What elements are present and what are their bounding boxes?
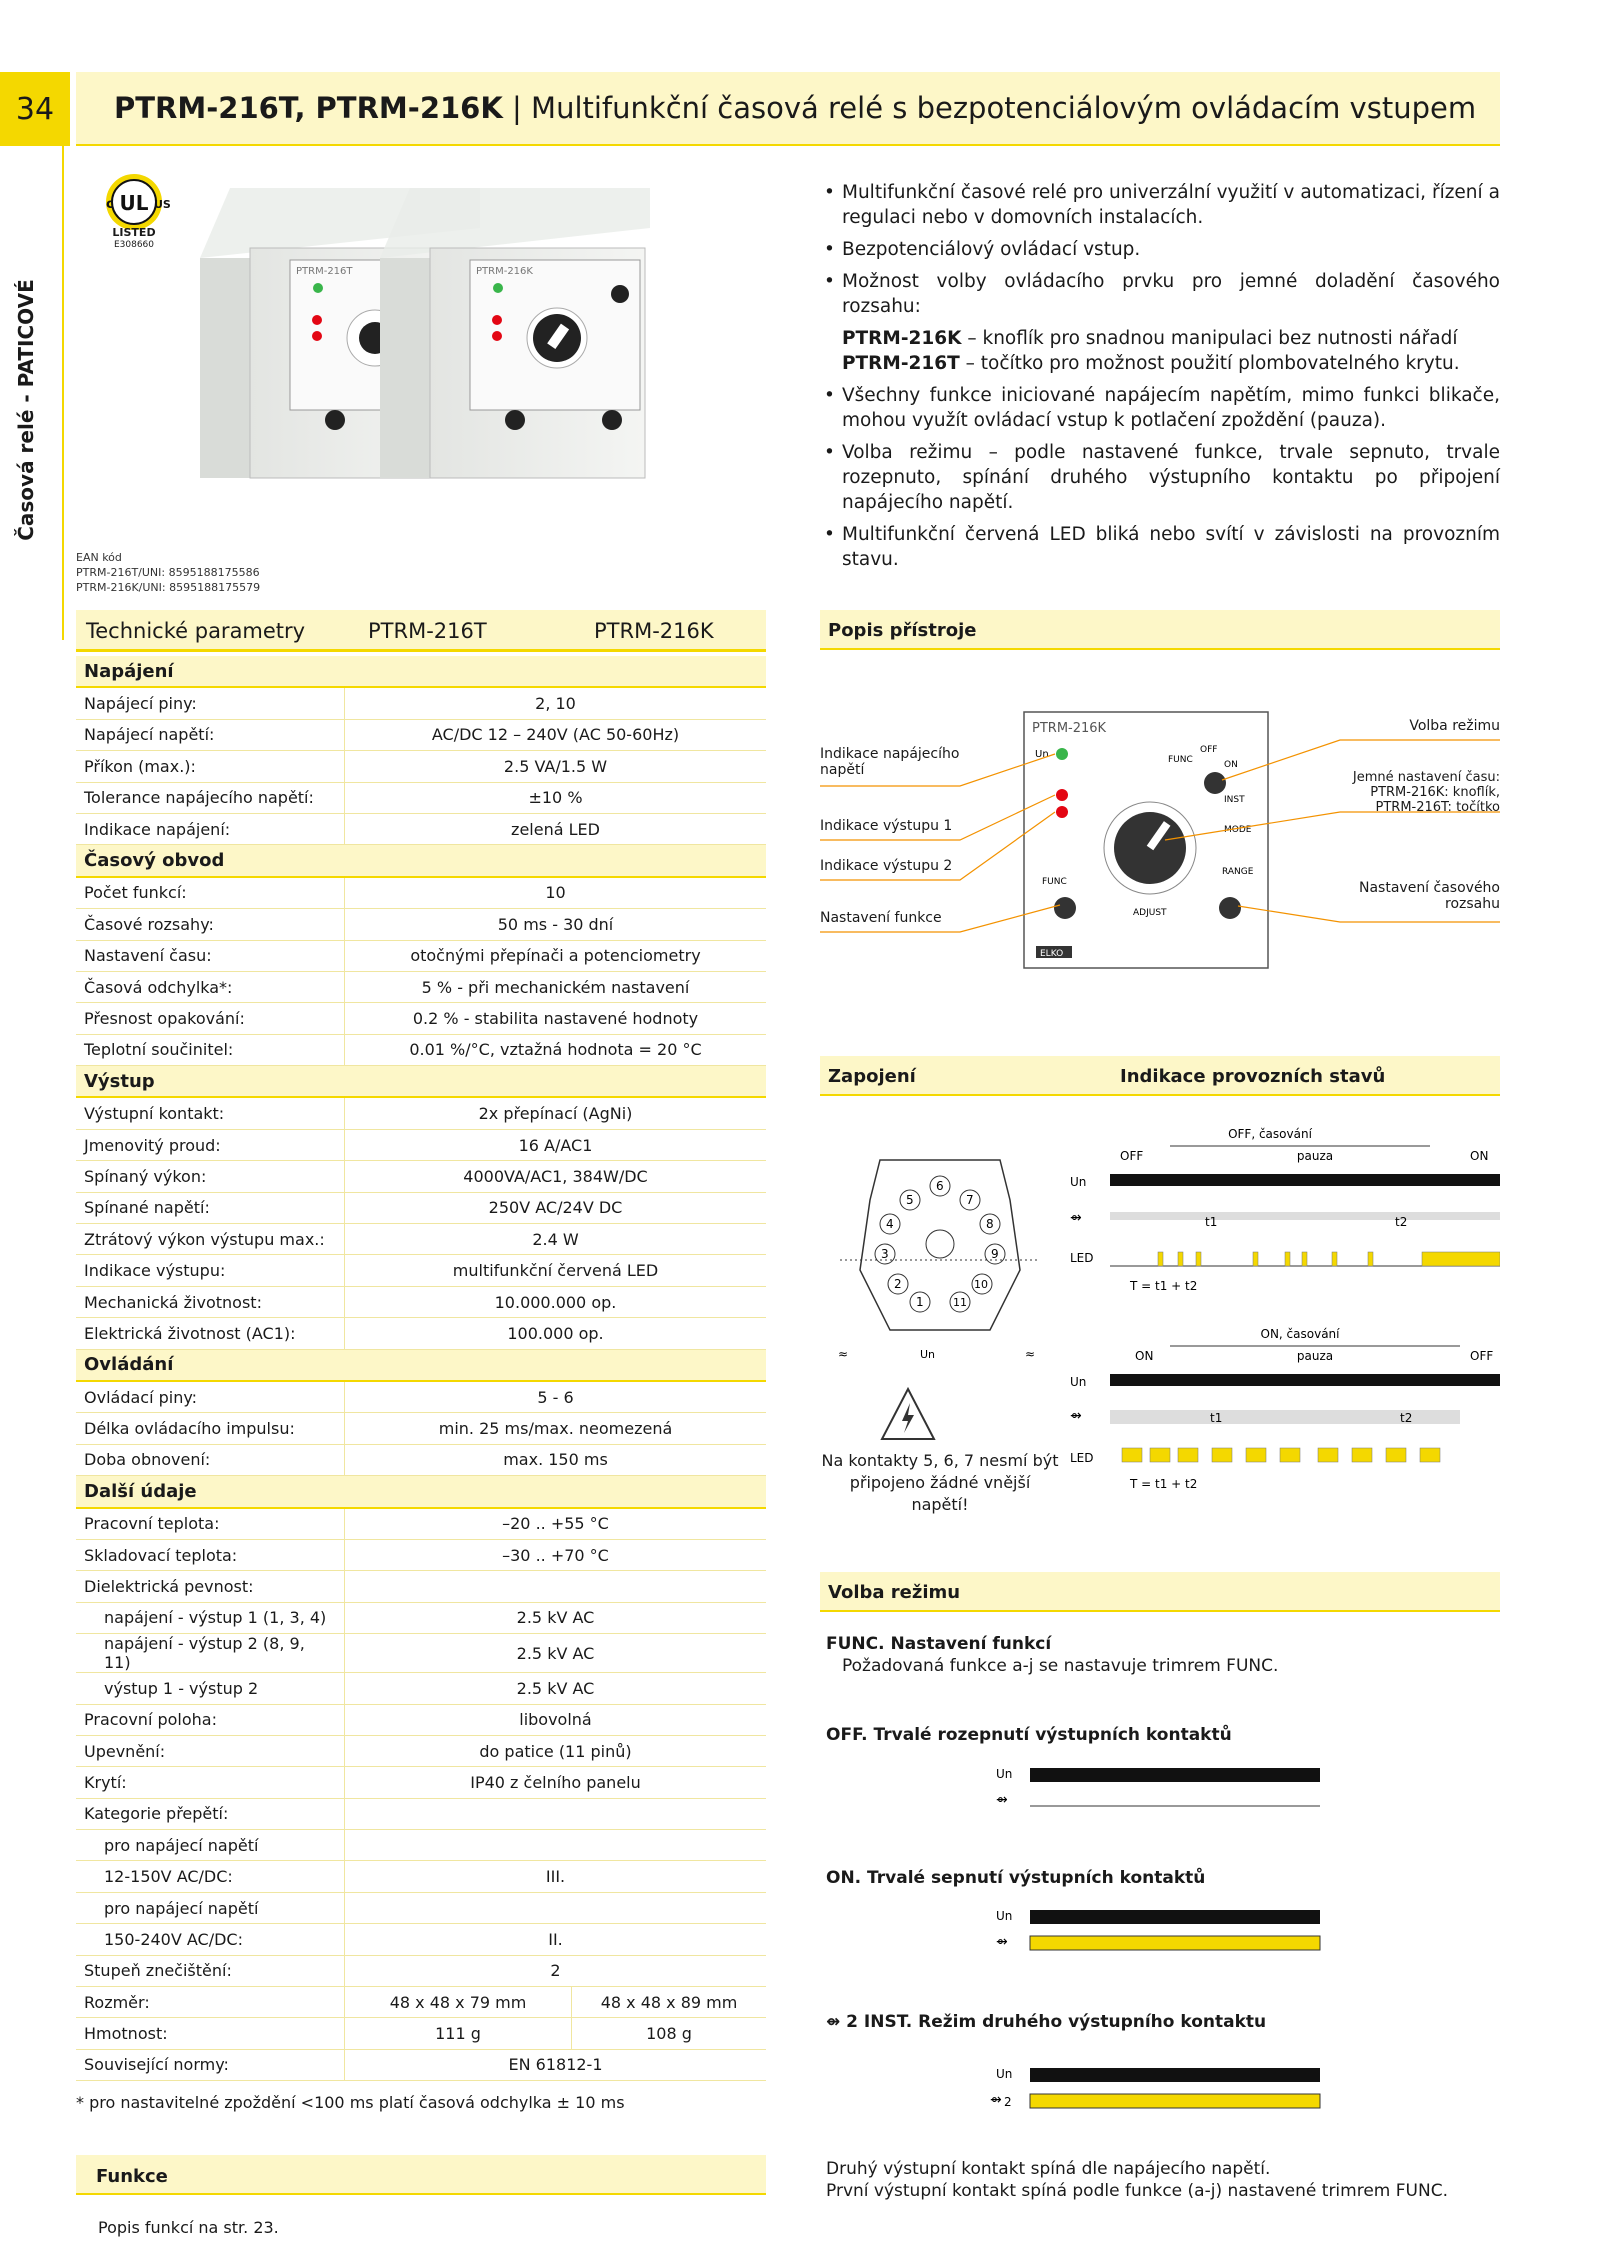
spec-value: 5 - 6 [345,1381,767,1413]
svg-text:≈: ≈ [838,1347,849,1361]
spec-row [76,1192,766,1223]
spec-value: –20 .. +55 °C [345,1508,767,1540]
spec-value-t: 48 x 48 x 79 mm [345,1987,572,2018]
spec-value: III. [345,1861,767,1892]
svg-text:c: c [106,197,114,212]
spec-label: Upevnění: [76,1735,345,1766]
spec-label: Nastavení času: [76,940,345,971]
func-switch [1054,897,1076,919]
spec-row [76,2018,766,2049]
svg-text:⇴: ⇴ [996,1792,1008,1808]
spec-header-label: Technické parametry [86,619,306,643]
spec-row [76,1034,766,1065]
label-func: Nastavení funkce [820,910,942,926]
svg-text:ON, časování: ON, časování [1260,1327,1340,1341]
svg-text:FUNC: FUNC [1042,877,1067,887]
zapojeni-indikace-header [820,1056,1500,1096]
svg-text:8: 8 [986,1217,994,1231]
ean-label: EAN kód [76,551,122,564]
label-output1: Indikace výstupu 1 [820,818,953,834]
indication-diagram-on [1070,1327,1500,1491]
svg-text:Un: Un [1070,1375,1087,1389]
spec-row [76,1381,766,1413]
svg-text:11: 11 [953,1296,967,1309]
spec-label: Ovládací piny: [76,1381,345,1413]
spec-value: 2.5 kV AC [345,1634,767,1673]
svg-text:Un: Un [1035,749,1049,760]
svg-text:⇴: ⇴ [990,2092,1002,2108]
spec-value-k: 48 x 48 x 89 mm [572,1987,767,2018]
spec-row [76,1224,766,1255]
spec-label: Teplotní součinitel: [76,1034,345,1065]
spec-label: Související normy: [76,2049,345,2080]
svg-text:9: 9 [991,1247,999,1261]
feature-item: • Multifunkční červená LED bliká nebo svítí v závislosti na provozním stavu. [820,522,1500,572]
spec-value: 0.01 %/°C, vztažná hodnota = 20 °C [345,1034,767,1065]
product-photo [200,188,800,508]
spec-value: 2, 10 [345,687,767,719]
spec-label: pro napájecí napětí [76,1892,345,1923]
svg-text:4: 4 [886,1217,894,1231]
spec-row [76,782,766,813]
spec-value-t: 111 g [345,2018,572,2049]
spec-row [76,1735,766,1766]
ean-k: PTRM-216K/UNI: 8595188175579 [76,581,261,594]
spec-row [76,940,766,971]
spec-row [76,751,766,782]
spec-value: IP40 z čelního panelu [345,1767,767,1798]
off-title: OFF. Trvalé rozepnutí výstupních kontaktů [826,1725,1232,1745]
svg-text:ON: ON [1135,1349,1154,1363]
feature-item: • Všechny funkce iniciované napájecím napětím, mimo funkci blikače, mohou využít ovládací vstup k potlačení zpoždění (pauza). [820,383,1500,433]
spec-label: Napájecí napětí: [76,719,345,750]
spec-row [76,1255,766,1286]
svg-text:Un: Un [996,1909,1013,1923]
feature-item: • Multifunkční časové relé pro univerzální využití v automatizaci, řízení a regulaci nebo v domovních instalacích. [820,180,1500,230]
svg-text:US: US [154,198,171,211]
mode-switch [1204,772,1226,794]
spec-label: pro napájecí napětí [76,1830,345,1861]
svg-text:LED: LED [1070,1451,1094,1465]
wiring-diagram [820,1140,1060,1370]
svg-text:⇴: ⇴ [1070,1210,1082,1226]
indikace-title: Indikace provozních stavů [1120,1066,1386,1087]
ul-listed-text: LISTED [112,226,156,239]
funkce-text: Popis funkcí na str. 23. [98,2218,279,2237]
off-diagram [990,1760,1330,1820]
spec-row [76,1602,766,1633]
spec-label: Napájecí piny: [76,687,345,719]
spec-row [76,971,766,1002]
spec-row [76,1318,766,1349]
svg-text:2: 2 [894,1277,902,1291]
spec-row [76,1634,766,1673]
spec-label: Přesnost opakování: [76,1003,345,1034]
svg-text:Un: Un [920,1348,936,1361]
spec-value-k: 108 g [572,2018,767,2049]
ean-codes [76,550,260,595]
ul-number: E308660 [113,240,155,250]
spec-label: Indikace výstupu: [76,1255,345,1286]
svg-text:ELKO: ELKO [1040,949,1064,959]
spec-value: II. [345,1924,767,1955]
title-separator: | [512,91,522,125]
spec-label: Pracovní poloha: [76,1704,345,1735]
contact-symbol-icon: ⇴ [826,2012,841,2032]
spec-value [345,1892,767,1923]
status-indication-diagrams [1070,1120,1500,1520]
spec-row [76,1286,766,1317]
svg-text:T = t1 + t2: T = t1 + t2 [1130,1477,1198,1491]
spec-row [76,1097,766,1129]
spec-label: Časová odchylka*: [76,971,345,1002]
spec-label: Výstupní kontakt: [76,1097,345,1129]
spec-label: Pracovní teplota: [76,1508,345,1540]
spec-row [76,2049,766,2080]
device-k-image [380,188,650,478]
svg-text:ON: ON [1224,760,1238,770]
spec-label: 12-150V AC/DC: [76,1861,345,1892]
footnote: * pro nastavitelné zpoždění <100 ms platí časová odchylka ± 10 ms [76,2093,625,2112]
inst-title: ⇴ 2 INST. Režim druhého výstupního kontaktu [826,2012,1267,2032]
spec-section-title: Ovládání [76,1349,766,1381]
label-mode: Volba režimu [1409,718,1500,734]
spec-label: Ztrátový výkon výstupu max.: [76,1224,345,1255]
svg-text:T = t1 + t2: T = t1 + t2 [1130,1279,1198,1293]
svg-text:ADJUST: ADJUST [1133,908,1167,918]
spec-label: Rozměr: [76,1987,345,2018]
svg-text:⇴: ⇴ [996,1934,1008,1950]
spec-label: Počet funkcí: [76,877,345,909]
inst-diagram [990,2060,1330,2120]
spec-value: multifunkční červená LED [345,1255,767,1286]
spec-value [345,1571,767,1602]
zapojeni-title: Zapojení [828,1066,916,1087]
title-description: Multifunkční časová relé s bezpotenciálovým ovládacím vstupem [531,91,1477,125]
inst-text-2: První výstupní kontakt spíná podle funkce (a-j) nastavené trimrem FUNC. [826,2181,1448,2201]
inst-text [826,2158,1448,2202]
spec-header-col2: PTRM-216K [594,619,714,643]
spec-row [76,1161,766,1192]
spec-label: Elektrická životnost (AC1): [76,1318,345,1349]
on-diagram [990,1902,1330,1962]
spec-row [76,1673,766,1704]
spec-section-row [76,1476,766,1508]
spec-value: zelená LED [345,813,767,844]
svg-text:MODE: MODE [1224,825,1252,835]
svg-text:PTRM-216T: PTRM-216T [296,266,353,277]
spec-value: 2 [345,1955,767,1986]
spec-section-row [76,1066,766,1098]
spec-value: 2.5 kV AC [345,1602,767,1633]
spec-label: Indikace napájení: [76,813,345,844]
output2-led [1056,806,1068,818]
spec-label: Spínaný výkon: [76,1161,345,1192]
spec-label: Délka ovládacího impulsu: [76,1413,345,1444]
spec-header-col1: PTRM-216T [368,619,487,643]
spec-label: výstup 1 - výstup 2 [76,1673,345,1704]
spec-row [76,1129,766,1160]
spec-value: otočnými přepínači a potenciometry [345,940,767,971]
label-power-led: Indikace napájecího napětí [820,746,960,778]
spec-value: 0.2 % - stabilita nastavené hodnoty [345,1003,767,1034]
svg-text:pauza: pauza [1296,1149,1334,1163]
spec-section-row [76,656,766,687]
spec-label: Dielektrická pevnost: [76,1571,345,1602]
svg-text:t1: t1 [1210,1411,1223,1425]
spec-row [76,1539,766,1570]
spec-label: Skladovací teplota: [76,1539,345,1570]
spec-value: 10.000.000 op. [345,1286,767,1317]
label-fine-adjust: Jemné nastavení času: PTRM-216K: knoflík, PTRM-216T: točítko [1352,770,1500,815]
spec-row [76,1571,766,1602]
popis-header: Popis přístroje [820,610,1500,650]
svg-text:2: 2 [1004,2095,1012,2109]
spec-row [76,813,766,844]
svg-text:3: 3 [881,1247,889,1261]
spec-row [76,877,766,909]
spec-section-title: Výstup [76,1066,766,1098]
feature-item: • Bezpotenciálový ovládací vstup. [820,237,1500,262]
feature-subitem-t: PTRM-216T – točítko pro možnost použití plombovatelného krytu. [842,353,1460,374]
spec-row [76,1892,766,1923]
svg-text:6: 6 [936,1179,944,1193]
spec-section-title: Časový obvod [76,845,766,877]
spec-label: Časové rozsahy: [76,909,345,940]
spec-table-header [76,610,766,652]
spec-label: Krytí: [76,1767,345,1798]
func-title: FUNC. Nastavení funkcí [826,1634,1052,1654]
side-divider [62,145,64,640]
spec-row [76,1955,766,1986]
label-range: Nastavení časového rozsahu [1359,880,1500,912]
spec-value: 2.4 W [345,1224,767,1255]
spec-value: ±10 % [345,782,767,813]
spec-value [345,1798,767,1829]
spec-label: Mechanická životnost: [76,1286,345,1317]
funkce-header: Funkce [76,2155,766,2195]
spec-value: 2x přepínací (AgNi) [345,1097,767,1129]
svg-text:LED: LED [1070,1251,1094,1265]
device-description-diagram [820,700,1500,1000]
svg-text:UL: UL [119,191,149,215]
spec-label: Spínané napětí: [76,1192,345,1223]
page-title [76,72,1500,146]
spec-label: napájení - výstup 1 (1, 3, 4) [76,1602,345,1633]
spec-row [76,1830,766,1861]
range-switch [1219,897,1241,919]
spec-value: 16 A/AC1 [345,1129,767,1160]
spec-row [76,1924,766,1955]
svg-text:Un: Un [996,2067,1013,2081]
spec-table [76,656,766,2081]
feature-subitem-k: PTRM-216K – knoflík pro snadnou manipulaci bez nutnosti nářadí [842,328,1458,349]
svg-text:OFF: OFF [1470,1349,1494,1363]
feature-item: • Volba režimu – podle nastavené funkce, trvale sepnuto, trvale rozepnuto, spínání druhého výstupního kontaktu po připojení napájecího napětí. [820,440,1500,515]
spec-section-row [76,1349,766,1381]
svg-text:10: 10 [974,1278,988,1291]
spec-row [76,1508,766,1540]
svg-text:1: 1 [916,1295,924,1309]
spec-value: do patice (11 pinů) [345,1735,767,1766]
spec-label: Příkon (max.): [76,751,345,782]
page-number: 34 [0,72,70,146]
spec-label: Tolerance napájecího napětí: [76,782,345,813]
func-text: Požadovaná funkce a-j se nastavuje trimrem FUNC. [842,1656,1279,1676]
inst-text-1: Druhý výstupní kontakt spíná dle napájecího napětí. [826,2159,1271,2179]
spec-value: 50 ms - 30 dní [345,909,767,940]
spec-value: libovolná [345,1704,767,1735]
output1-led [1056,789,1068,801]
svg-text:≈: ≈ [1025,1347,1036,1361]
spec-section-title: Další údaje [76,1476,766,1508]
label-output2: Indikace výstupu 2 [820,858,953,874]
svg-text:OFF: OFF [1120,1149,1144,1163]
spec-row [76,1413,766,1444]
svg-text:t1: t1 [1205,1215,1218,1229]
side-category-label: Časová relé - PATICOVÉ [14,279,38,541]
spec-row [76,1987,766,2018]
volba-header: Volba režimu [820,1572,1500,1612]
spec-row [76,1444,766,1475]
spec-label: Doba obnovení: [76,1444,345,1475]
spec-row [76,719,766,750]
spec-value: 2.5 VA/1.5 W [345,751,767,782]
spec-value: 250V AC/24V DC [345,1192,767,1223]
spec-row [76,909,766,940]
wiring-warning-text: Na kontakty 5, 6, 7 nesmí být připojeno žádné vnější napětí! [821,1451,1059,1514]
feature-item: • Možnost volby ovládacího prvku pro jemné doladění časového rozsahu: [820,269,1500,319]
spec-value: 4000VA/AC1, 384W/DC [345,1161,767,1192]
on-title: ON. Trvalé sepnutí výstupních kontaktů [826,1868,1206,1888]
svg-text:Un: Un [1070,1175,1087,1189]
indication-diagram-off [1070,1127,1500,1293]
svg-text:Un: Un [996,1767,1013,1781]
svg-text:ON: ON [1470,1149,1489,1163]
spec-label: Stupeň znečištění: [76,1955,345,1986]
spec-value: –30 .. +70 °C [345,1539,767,1570]
svg-text:pauza: pauza [1296,1349,1334,1363]
spec-section-title: Napájení [76,656,766,687]
spec-row [76,1767,766,1798]
spec-value: EN 61812-1 [345,2049,767,2080]
svg-text:5: 5 [906,1193,914,1207]
spec-row [76,1798,766,1829]
svg-text:RANGE: RANGE [1222,867,1254,877]
high-voltage-warning-icon [878,1385,938,1445]
spec-label: napájení - výstup 2 (8, 9, 11) [76,1634,345,1673]
spec-label: Jmenovitý proud: [76,1129,345,1160]
spec-label: Kategorie přepětí: [76,1798,345,1829]
spec-value: 5 % - při mechanickém nastavení [345,971,767,1002]
spec-value: max. 150 ms [345,1444,767,1475]
spec-value: 100.000 op. [345,1318,767,1349]
spec-label: Hmotnost: [76,2018,345,2049]
power-led [1056,748,1068,760]
svg-text:FUNC: FUNC [1168,755,1193,765]
spec-value: 10 [345,877,767,909]
spec-row [76,1003,766,1034]
spec-section-row [76,845,766,877]
ean-t: PTRM-216T/UNI: 8595188175586 [76,566,260,579]
svg-text:PTRM-216K: PTRM-216K [476,266,533,277]
device-model: PTRM-216K [1032,721,1107,736]
svg-text:INST: INST [1224,795,1245,805]
spec-value [345,1830,767,1861]
svg-text:7: 7 [966,1193,974,1207]
spec-row [76,1704,766,1735]
svg-text:OFF, časování: OFF, časování [1228,1127,1312,1141]
ul-listed-logo [84,170,184,260]
spec-row [76,1861,766,1892]
svg-text:OFF: OFF [1200,745,1218,755]
svg-text:⇴: ⇴ [1070,1408,1082,1424]
spec-row [76,687,766,719]
title-models: PTRM-216T, PTRM-216K [114,91,503,125]
spec-value: AC/DC 12 – 240V (AC 50-60Hz) [345,719,767,750]
spec-value: 2.5 kV AC [345,1673,767,1704]
feature-list [820,180,1500,579]
svg-text:t2: t2 [1395,1215,1408,1229]
spec-label: 150-240V AC/DC: [76,1924,345,1955]
spec-value: min. 25 ms/max. neomezená [345,1413,767,1444]
svg-text:t2: t2 [1400,1411,1413,1425]
